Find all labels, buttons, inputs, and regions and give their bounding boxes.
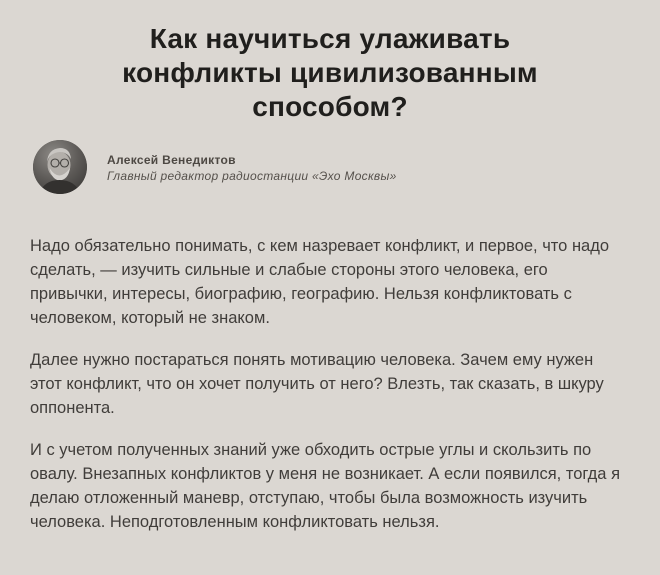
title-line-3: способом? (252, 91, 408, 122)
avatar (33, 140, 87, 194)
portrait-photo-icon (33, 140, 87, 194)
title-line-1: Как научиться улаживать (149, 23, 511, 54)
paragraph-2: Далее нужно постараться понять мотивацию человека. Зачем ему нужен этот конфликт, что он хочет получить от него? Влезть, так сказать, в шкуру оппонента. (30, 351, 604, 417)
title-line-2: конфликты цивилизованным (122, 57, 538, 88)
paragraph-3: И с учетом полученных знаний уже обходить острые углы и скользить по овалу. Внезапных конфликтов у меня не возникает. А если появился, тогда я делаю отложенный маневр, отступаю, чтобы была возможность изучить человека. Неподготовленным конфликтовать нельзя. (30, 441, 621, 531)
page-title (60, 0, 600, 124)
author-text (87, 140, 397, 184)
quote-body (0, 234, 660, 534)
author-name: Алексей Венедиктов (107, 153, 236, 167)
author-block (33, 140, 660, 194)
author-role: Главный редактор радиостанции «Эхо Москвы» (107, 169, 397, 183)
paragraph-1: Надо обязательно понимать, с кем назревает конфликт, и первое, что надо сделать, — изучить сильные и слабые стороны этого человека, его привычки, интересы, биографию, географию. Нельзя конфликтовать с человеком, который не знаком. (30, 237, 610, 327)
